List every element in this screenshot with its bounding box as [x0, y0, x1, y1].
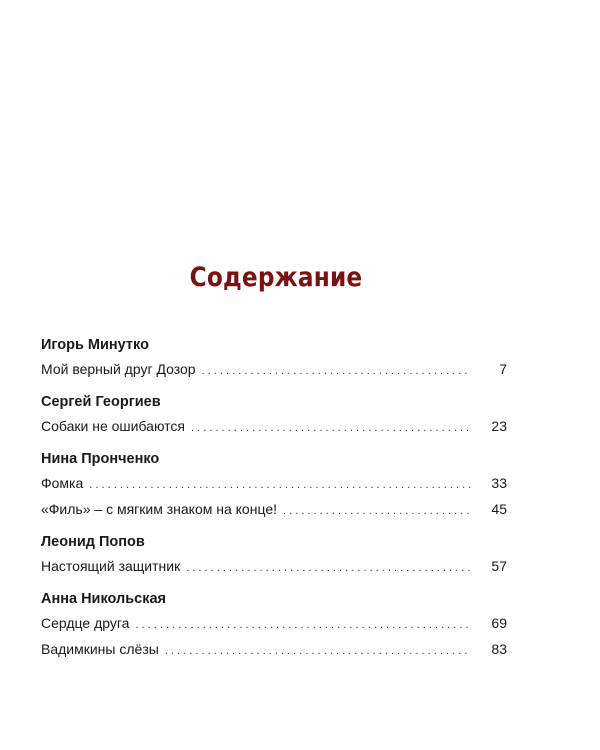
page-number: 33: [491, 475, 507, 491]
toc-entry[interactable]: [41, 413, 507, 439]
author-name: Нина Пронченко: [41, 451, 160, 467]
toc-entry[interactable]: [41, 496, 507, 522]
dot-leader: [186, 555, 471, 581]
dot-leader: [135, 612, 471, 638]
dot-leader: [191, 415, 471, 441]
table-of-contents: [41, 334, 507, 662]
page-number: 45: [491, 501, 507, 517]
toc-entry[interactable]: [41, 470, 507, 496]
page-number: 7: [499, 361, 507, 377]
page-number: 69: [491, 615, 507, 631]
page-number: 23: [491, 418, 507, 434]
dot-leader: [202, 358, 471, 384]
dot-leader: [89, 472, 471, 498]
entry-title: Собаки не ошибаются: [41, 418, 185, 434]
toc-entry[interactable]: [41, 553, 507, 579]
author-name: Леонид Попов: [41, 534, 145, 550]
entry-title: «Филь» – с мягким знаком на конце!: [41, 501, 277, 517]
author-name: Анна Никольская: [41, 591, 166, 607]
dot-leader: [165, 638, 471, 664]
entry-title: Настоящий защитник: [41, 558, 181, 574]
page-number: 83: [491, 641, 507, 657]
dot-leader: [283, 498, 471, 524]
page-number: 57: [491, 558, 507, 574]
toc-entry[interactable]: [41, 636, 507, 662]
author-name: Игорь Минутко: [41, 337, 149, 353]
toc-entry[interactable]: [41, 610, 507, 636]
page-title: Содержание: [189, 262, 363, 293]
entry-title: Вадимкины слёзы: [41, 641, 159, 657]
toc-entry[interactable]: [41, 356, 507, 382]
entry-title: Сердце друга: [41, 615, 130, 631]
entry-title: Фомка: [41, 475, 84, 491]
author-name: Сергей Георгиев: [41, 394, 161, 410]
entry-title: Мой верный друг Дозор: [41, 361, 196, 377]
